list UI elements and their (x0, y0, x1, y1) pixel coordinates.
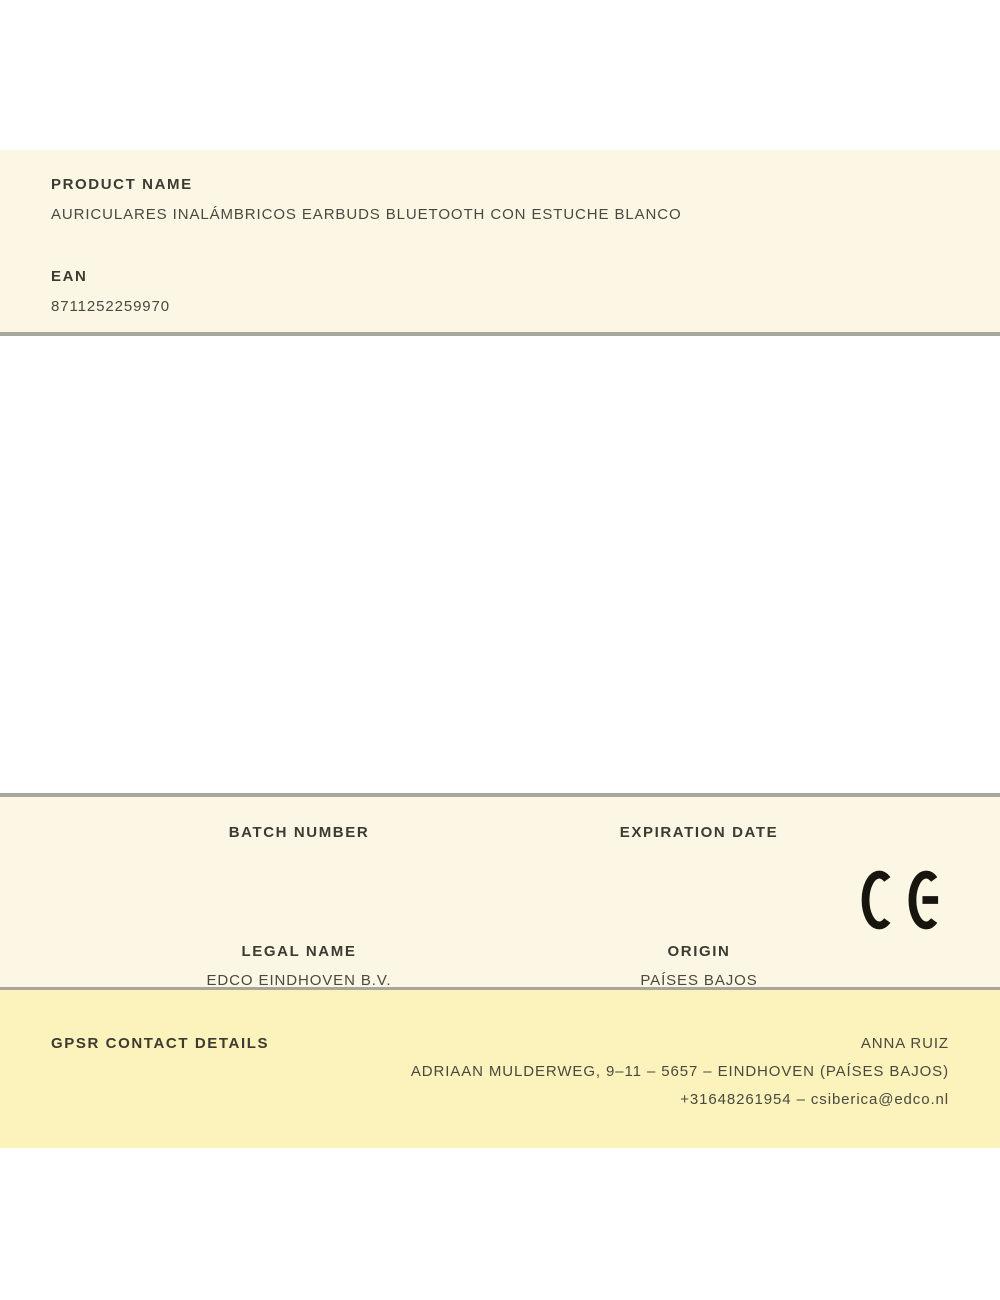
batch-number-value (99, 854, 499, 870)
legal-name-value: EDCO EINDHOVEN B.V. (206, 972, 392, 989)
expiration-date-label: EXPIRATION DATE (619, 824, 779, 841)
ean-value: 8711252259970 (51, 298, 171, 315)
origin-label: ORIGIN (667, 943, 731, 960)
gpsr-section (0, 990, 1000, 1148)
origin-value: PAÍSES BAJOS (640, 972, 758, 989)
gpsr-contact-name: ANNA RUIZ (860, 1035, 949, 1052)
legal-name-label: LEGAL NAME (241, 943, 357, 960)
batch-legal-left-column (99, 797, 499, 989)
batch-number-label: BATCH NUMBER (228, 824, 370, 841)
product-name-value: AURICULARES INALÁMBRICOS EARBUDS BLUETOOTH CON ESTUCHE BLANCO (51, 206, 682, 223)
ce-certification-icon (858, 868, 942, 932)
expiration-date-value (499, 854, 899, 870)
gpsr-title-row (51, 1035, 949, 1052)
gpsr-contact-phone-email: +31648261954 – csiberica@edco.nl (680, 1091, 949, 1108)
batch-legal-right-column (499, 797, 899, 989)
product-name-label: PRODUCT NAME (51, 176, 193, 193)
ean-label: EAN (51, 268, 88, 285)
batch-legal-section (0, 793, 1000, 990)
gpsr-title: GPSR CONTACT DETAILS (51, 1035, 270, 1052)
gpsr-contact-address: ADRIAAN MULDERWEG, 9–11 – 5657 – EINDHOVEN (PAÍSES BAJOS) (410, 1063, 949, 1080)
product-section (0, 150, 1000, 336)
